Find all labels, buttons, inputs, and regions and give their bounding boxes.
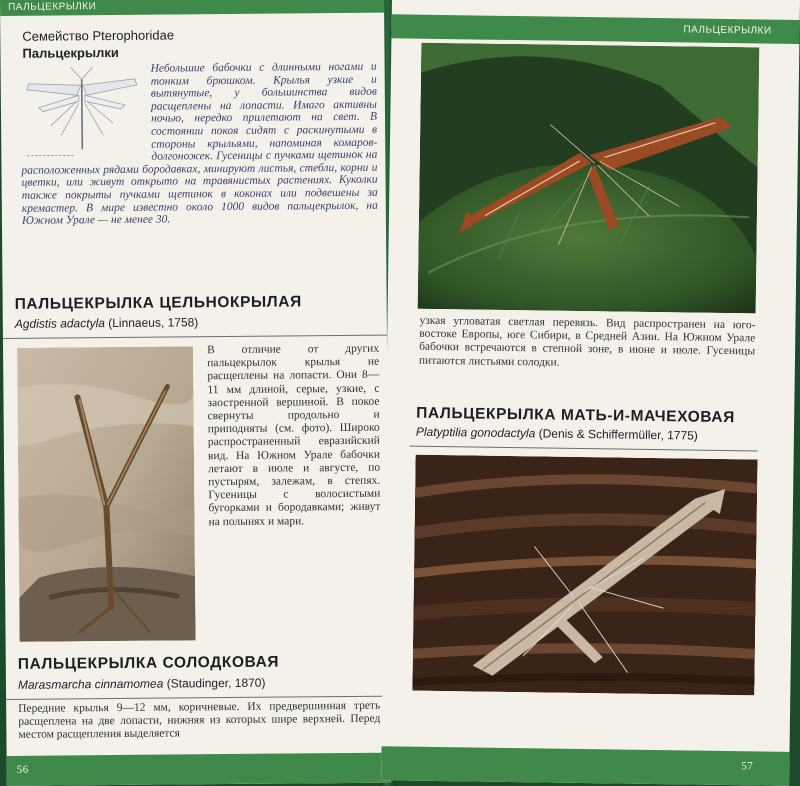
family-title-line1: Семейство Pterophoridae xyxy=(22,27,175,44)
species1-title: ПАЛЬЦЕКРЫЛКА ЦЕЛЬНОКРЫЛАЯ xyxy=(14,293,302,313)
agdistis-photo xyxy=(17,346,196,642)
family-intro-text: Небольшие бабочки с длинными ногами и тонким брюшком. Крылья узкие и вытянутые, у большинства видов расщеплены на лопасти. Имаго активны ночью, нередко прилетают на свет. В состоянии покоя сидят с раскинутыми в стороны крыльями, напоминая комаров-долгоножек. Гусеницы с пучками щетинок на расположенных рядами бородавках, минируют листья, стебли, корни и цветки, или живут открыто на травянистых растениях. Куколки также покрыты пучками щетинок в коконах или подвешены за кремастер. В мире известно около 1000 видов пальцекрылок, на Южном Урале — не менее 30. xyxy=(21,60,378,227)
species2-title: ПАЛЬЦЕКРЫЛКА СОЛОДКОВАЯ xyxy=(17,653,280,673)
species1-divider xyxy=(3,335,387,339)
species2-text-continued: узкая угловатая светлая перевязь. Вид распространен на юго-востоке Европы, юге Сибири, в Средней Азии. На Южном Урале бабочки встречаются в степной зоне, в июне и июле. Гусеницы питаются листьями солодки. xyxy=(418,314,756,369)
species2-latin-name: Marasmarcha cinnamomea xyxy=(17,676,164,692)
species1-latin-author: (Linnaeus, 1758) xyxy=(104,315,199,331)
family-heading xyxy=(22,26,174,61)
species3-title: ПАЛЬЦЕКРЫЛКА МАТЬ-И-МАЧЕХОВАЯ xyxy=(416,404,736,427)
species3-latin xyxy=(416,425,698,443)
left-page-number: 56 xyxy=(16,763,29,776)
species2-latin xyxy=(18,676,266,692)
species3-latin-name: Platyptilia gonodactyla xyxy=(415,424,536,441)
species1-latin-name: Agdistis adactyla xyxy=(14,316,105,331)
right-footer-band xyxy=(381,746,789,786)
right-page xyxy=(381,0,800,786)
species2-latin-author: (Staudinger, 1870) xyxy=(163,675,266,691)
species1-text: В отличие от других пальцекрылок крылья не расщеплены на лопасти. Они 8—11 мм длиной, серые, узкие, с заостренной вершиной. В покое свернуты продольно и приподняты (см. фото). Широко распространенный евразийский вид. На Южном Урале бабочки летают в июле и августе, по пустырям, залежам, в степях. Гусеницы с волосистыми бугорками и бородавками; живут на полынях и мари. xyxy=(207,342,381,528)
species1-latin xyxy=(15,315,199,331)
platyptilia-photo xyxy=(412,455,757,696)
left-running-title: ПАЛЬЦЕКРЫЛКИ xyxy=(8,1,97,13)
right-page-number: 57 xyxy=(741,760,754,773)
species3-divider xyxy=(410,446,758,452)
left-footer-band xyxy=(7,753,391,786)
family-title-line2: Пальцекрылки xyxy=(22,44,119,61)
moth-sketch-icon xyxy=(21,65,144,162)
marasmarcha-photo xyxy=(418,43,760,314)
left-page xyxy=(0,0,391,786)
species2-text: Передние крылья 9—12 мм, коричневые. Их предвершинная треть расщеплена на две лопасти, нижняя из которых шире верхней. Перед местом расщепления выделяется xyxy=(18,699,381,742)
species3-latin-author: (Denis & Schiffermüller, 1775) xyxy=(535,426,698,443)
right-running-header xyxy=(391,14,799,44)
right-running-title: ПАЛЬЦЕКРЫЛКИ xyxy=(683,24,772,37)
left-running-header xyxy=(0,0,384,16)
